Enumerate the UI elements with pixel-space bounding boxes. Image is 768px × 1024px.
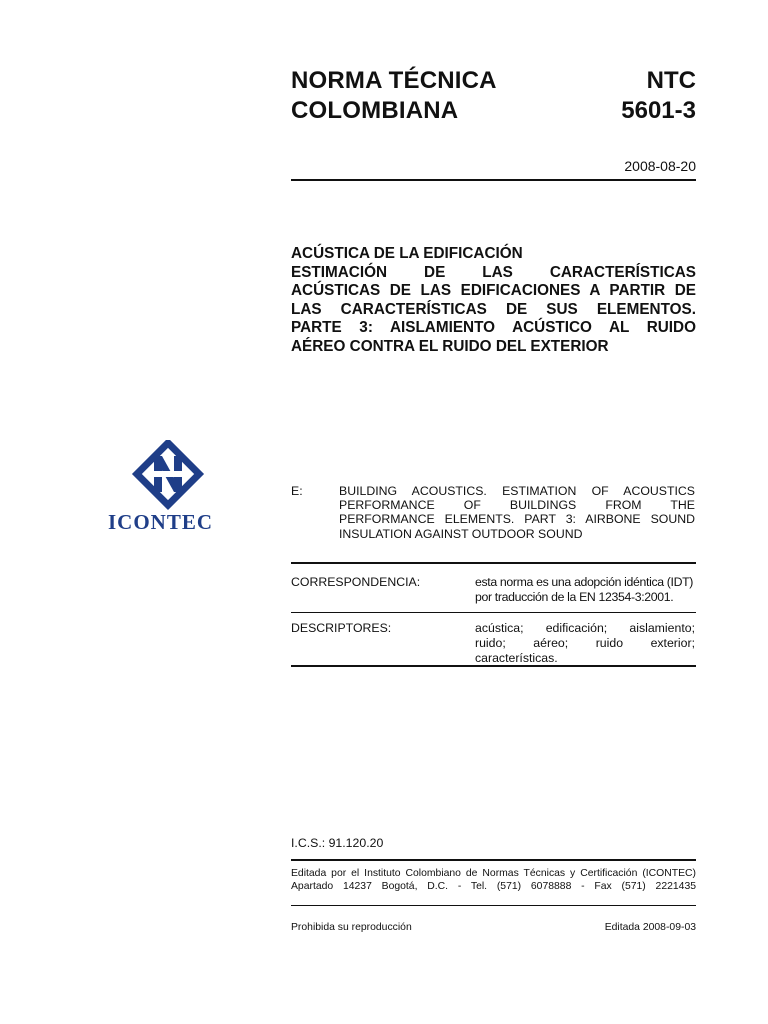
ratification-date: 2008-08-20	[624, 158, 696, 174]
descriptores-line: acústica; edificación; aislamiento;	[475, 621, 695, 635]
icontec-logo-icon	[112, 440, 232, 512]
english-title-line: PERFORMANCE OF BUILDINGS FROM THE	[339, 498, 695, 513]
title-line: LAS CARACTERÍSTICAS DE SUS ELEMENTOS.	[291, 300, 696, 318]
descriptores-line: ruido; aéreo; ruido exterior;	[475, 636, 695, 650]
header-divider	[291, 179, 696, 181]
english-title-line: PERFORMANCE ELEMENTS. PART 3: AIRBONE SOUND	[339, 512, 695, 527]
publisher-info	[291, 867, 696, 893]
publisher-line: Editada por el Instituto Colombiano de Normas Técnicas y Certificación (ICONTEC)	[291, 868, 696, 879]
descriptores-line: características.	[475, 651, 558, 665]
standard-code-heading	[621, 66, 696, 126]
heading-line: NORMA TÉCNICA	[291, 67, 497, 94]
correspondencia-line: por traducción de la EN 12354-3:2001.	[475, 590, 674, 604]
english-title-line: INSULATION AGAINST OUTDOOR SOUND	[339, 526, 583, 541]
icontec-logo-text: ICONTEC	[108, 510, 214, 534]
title-line: AÉREO CONTRA EL RUIDO DEL EXTERIOR	[291, 337, 609, 355]
title-line: PARTE 3: AISLAMIENTO ACÚSTICO AL RUIDO	[291, 319, 696, 337]
section-divider	[291, 562, 696, 564]
english-title-line: BUILDING ACOUSTICS. ESTIMATION OF ACOUSTICS	[339, 484, 695, 498]
standard-type-heading	[291, 66, 497, 126]
heading-line: COLOMBIANA	[291, 97, 459, 124]
section-divider	[291, 859, 696, 861]
english-title-label: E:	[291, 484, 303, 498]
descriptores-value	[475, 621, 695, 666]
document-title	[291, 245, 696, 357]
correspondencia-value	[475, 575, 695, 605]
english-title	[339, 484, 695, 541]
edition-date: Editada 2008-09-03	[604, 922, 696, 933]
row-divider	[291, 612, 696, 613]
publisher-line: Apartado 14237 Bogotá, D.C. - Tel. (571) 6078888 - Fax (571) 2221435	[291, 881, 696, 892]
code-line: 5601-3	[621, 97, 696, 124]
title-line: ACÚSTICA DE LA EDIFICACIÓN	[291, 245, 523, 262]
correspondencia-line: esta norma es una adopción idéntica (IDT)	[475, 575, 694, 589]
section-divider	[291, 665, 696, 667]
code-line: NTC	[646, 67, 696, 94]
footer-divider	[291, 905, 696, 906]
ics-code: I.C.S.: 91.120.20	[291, 836, 384, 850]
correspondencia-label: CORRESPONDENCIA:	[291, 575, 421, 589]
title-line: ACÚSTICAS DE LAS EDIFICACIONES A PARTIR DE	[291, 282, 696, 300]
title-line: ESTIMACIÓN DE LAS CARACTERÍSTICAS	[291, 263, 696, 281]
descriptores-label: DESCRIPTORES:	[291, 621, 392, 635]
reproduction-notice: Prohibida su reproducción	[291, 922, 412, 933]
